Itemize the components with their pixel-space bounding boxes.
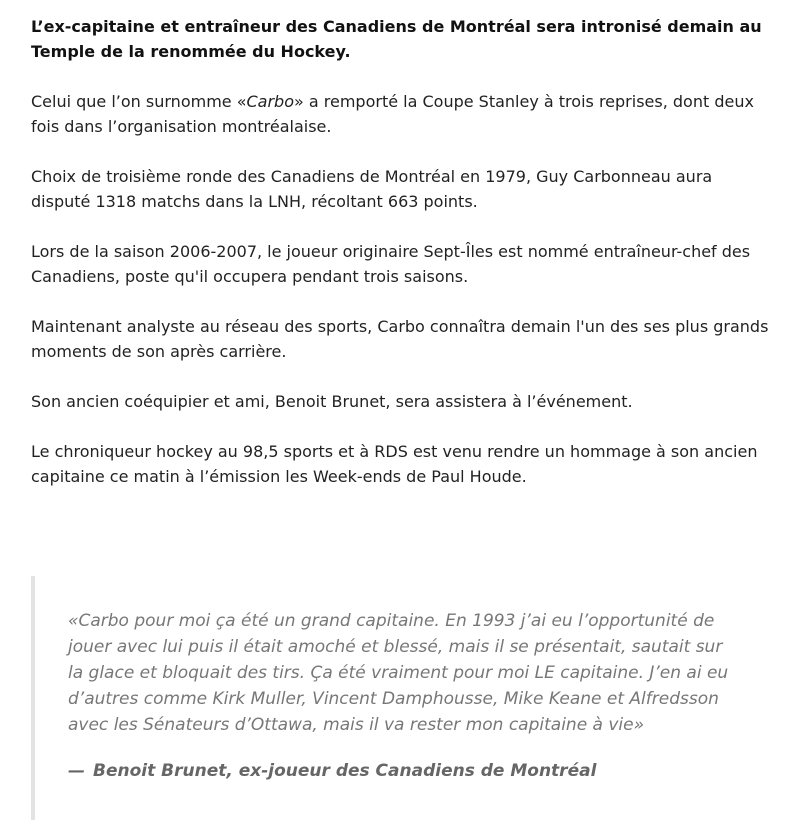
attribution-dash: — — [68, 761, 85, 781]
nickname: Carbo — [246, 92, 294, 111]
article-body — [31, 14, 776, 514]
article-paragraph-1 — [31, 89, 776, 139]
article-paragraph-2: Choix de troisième ronde des Canadiens de Montréal en 1979, Guy Carbonneau aura disputé 1318 matchs dans la LNH, récoltant 663 points. — [31, 167, 713, 211]
article-lead: L’ex-capitaine et entraîneur des Canadiens de Montréal sera intronisé demain au Temple de la renommée du Hockey. — [31, 17, 762, 61]
p1-text-after: » a remporté la Coupe Stanley à trois reprises, dont deux fois dans l’organisation montréalaise. — [31, 92, 754, 136]
article-paragraph-3: Lors de la saison 2006-2007, le joueur originaire Sept-Îles est nommé entraîneur-chef des Canadiens, poste qu'il occupera pendant trois saisons. — [31, 242, 751, 286]
pull-quote — [31, 576, 741, 820]
quote-attribution — [68, 759, 741, 783]
attribution-name: Benoit Brunet, ex-joueur des Canadiens de Montréal — [93, 761, 597, 781]
article-paragraph-5: Son ancien coéquipier et ami, Benoit Brunet, sera assistera à l’événement. — [31, 392, 633, 411]
p1-text-before: Celui que l’on surnomme « — [31, 92, 247, 111]
quote-text: «Carbo pour moi ça été un grand capitaine. En 1993 j’ai eu l’opportunité de jouer avec lui puis il était amoché et blessé, mais il se présentait, sautait sur la glace et bloquait des tirs. Ça été vraiment pour moi LE capitaine. J’en ai eu d’autres comme Kirk Muller, Vincent Damphousse, Mike Keane et Alfredsson avec les Sénateurs d’Ottawa, mais il va rester mon capitaine à vie» — [68, 611, 729, 735]
article-paragraph-6: Le chroniqueur hockey au 98,5 sports et à RDS est venu rendre un hommage à son ancien capitaine ce matin à l’émission les Week-ends de Paul Houde. — [31, 442, 758, 486]
article-paragraph-4: Maintenant analyste au réseau des sports, Carbo connaîtra demain l'un des ses plus grands moments de son après carrière. — [31, 317, 769, 361]
